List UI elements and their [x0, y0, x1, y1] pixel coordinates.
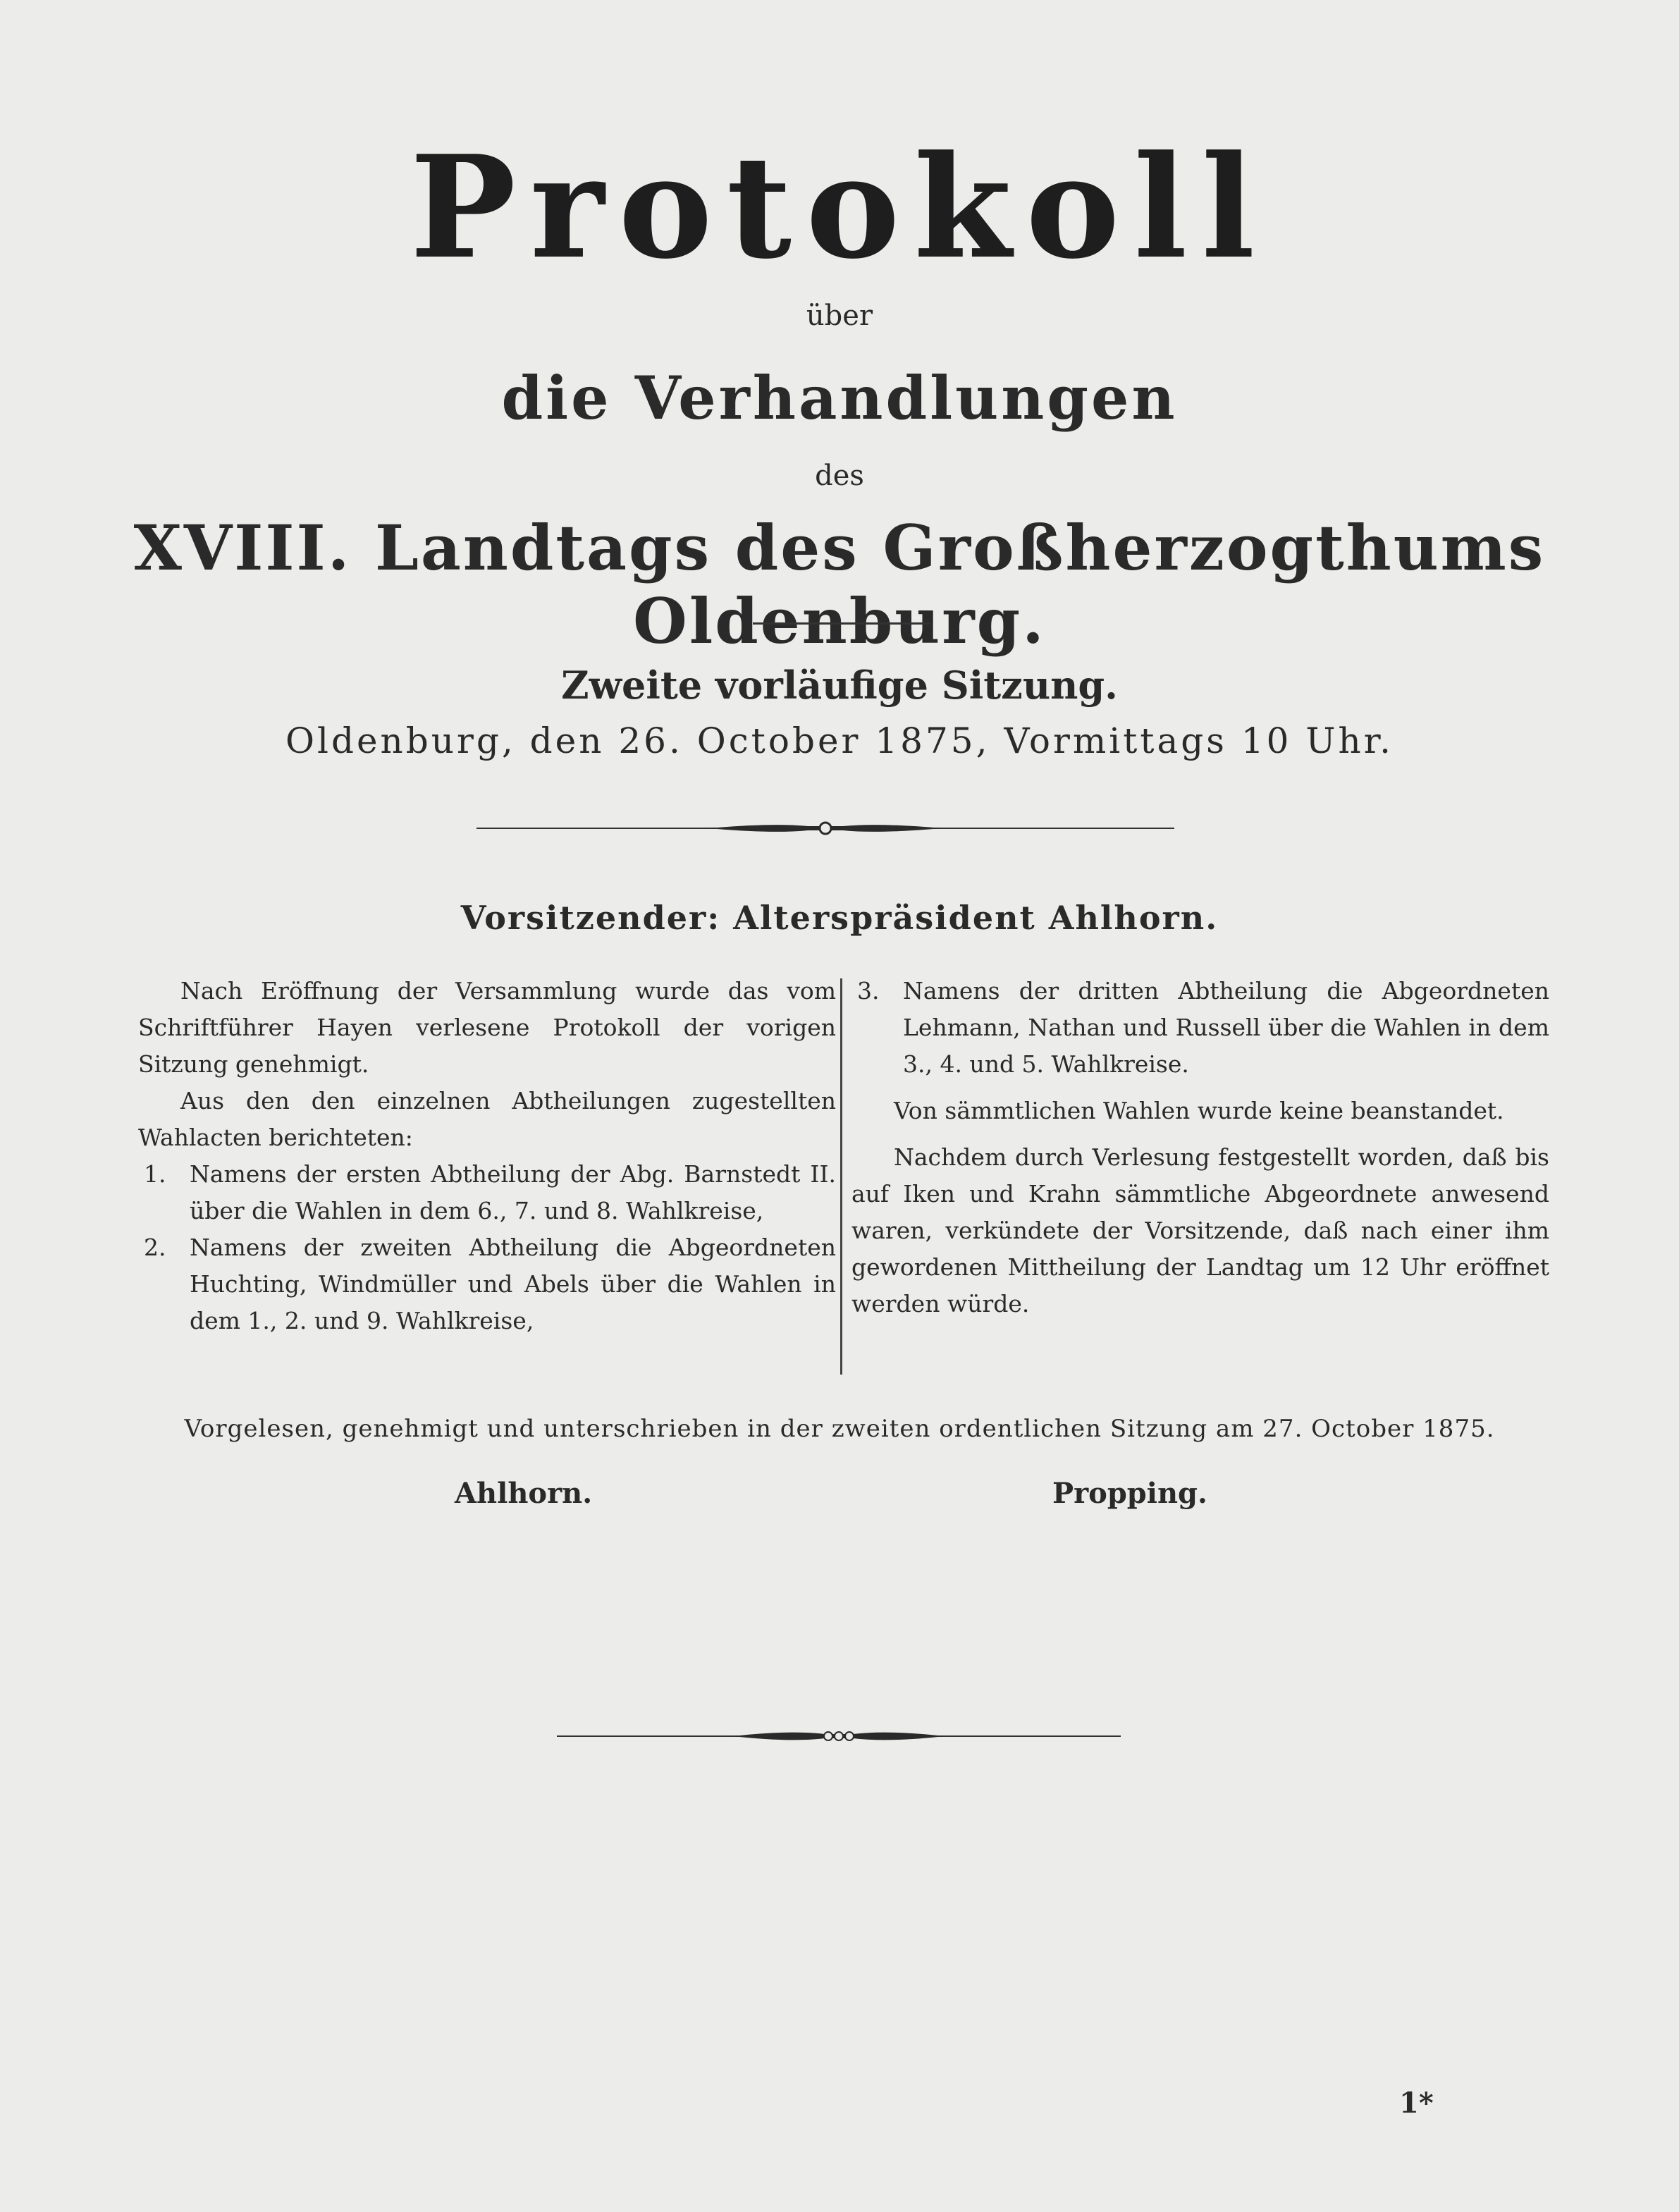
right-column	[851, 973, 1549, 1322]
page-number: 1*	[1399, 2087, 1434, 2120]
signature-ahlhorn: Ahlhorn.	[455, 1477, 593, 1510]
list-item-number: 1.	[144, 1160, 166, 1188]
paragraph-opening: Nach Eröffnung der Versammlung wurde das vom Schriftführer Hayen verlesene Protokoll der vorigen Sitzung genehmigt.	[138, 977, 836, 1078]
list-item-text: Namens der zweiten Abtheilung die Abgeordneten Huchting, Windmüller und Abels über die Wahlen in dem 1., 2. und 9. Wahlkreise,	[190, 1234, 836, 1334]
document-title: Protokoll	[410, 125, 1269, 290]
ornament-divider-bottom	[557, 1726, 1121, 1747]
list-item-number: 2.	[144, 1234, 166, 1261]
subtitle-landtag: XVIII. Landtags des Großherzogthums Oldenburg.	[133, 511, 1546, 658]
subtitle-des: des	[815, 460, 864, 492]
session-date: Oldenburg, den 26. October 1875, Vormittags 10 Uhr.	[285, 720, 1394, 761]
chairman-line: Vorsitzender: Alterspräsident Ahlhorn.	[460, 899, 1219, 937]
subtitle-ueber: über	[806, 300, 873, 332]
list-item	[851, 973, 1549, 1083]
subtitle-verhandlungen: die Verhandlungen	[501, 363, 1178, 433]
paragraph-wahlacten: Aus den den einzelnen Abtheilungen zugestellten Wahlacten berichteten:	[138, 1087, 836, 1151]
session-heading: Zweite vorläufige Sitzung.	[561, 663, 1118, 708]
column-divider	[840, 978, 842, 1375]
list-item	[138, 1229, 836, 1339]
list-item-number: 3.	[857, 977, 880, 1004]
short-divider	[753, 622, 930, 625]
list-item-text: Namens der ersten Abtheilung der Abg. Barnstedt II. über die Wahlen in dem 6., 7. und 8. Wahlkreise,	[190, 1160, 836, 1224]
left-column	[138, 973, 836, 1339]
ornament-divider-top	[476, 818, 1174, 839]
paragraph-eroeffnung: Nachdem durch Verlesung festgestellt worden, daß bis auf Iken und Krahn sämmtliche Abgeordnete anwesend waren, verkündete der Vorsitzende, daß nach einer ihm gewordenen Mittheilung der Landtag um 12 Uhr eröffnet werden würde.	[851, 1143, 1549, 1317]
signature-propping: Propping.	[1052, 1477, 1207, 1510]
approval-line: Vorgelesen, genehmigt und unterschrieben in der zweiten ordentlichen Sitzung am 27. October 1875.	[184, 1415, 1495, 1443]
list-item	[138, 1156, 836, 1229]
paragraph-beanstandet: Von sämmtlichen Wahlen wurde keine beanstandet.	[894, 1097, 1504, 1124]
list-item-text: Namens der dritten Abtheilung die Abgeordneten Lehmann, Nathan und Russell über die Wahlen in dem 3., 4. und 5. Wahlkreise.	[903, 977, 1549, 1078]
